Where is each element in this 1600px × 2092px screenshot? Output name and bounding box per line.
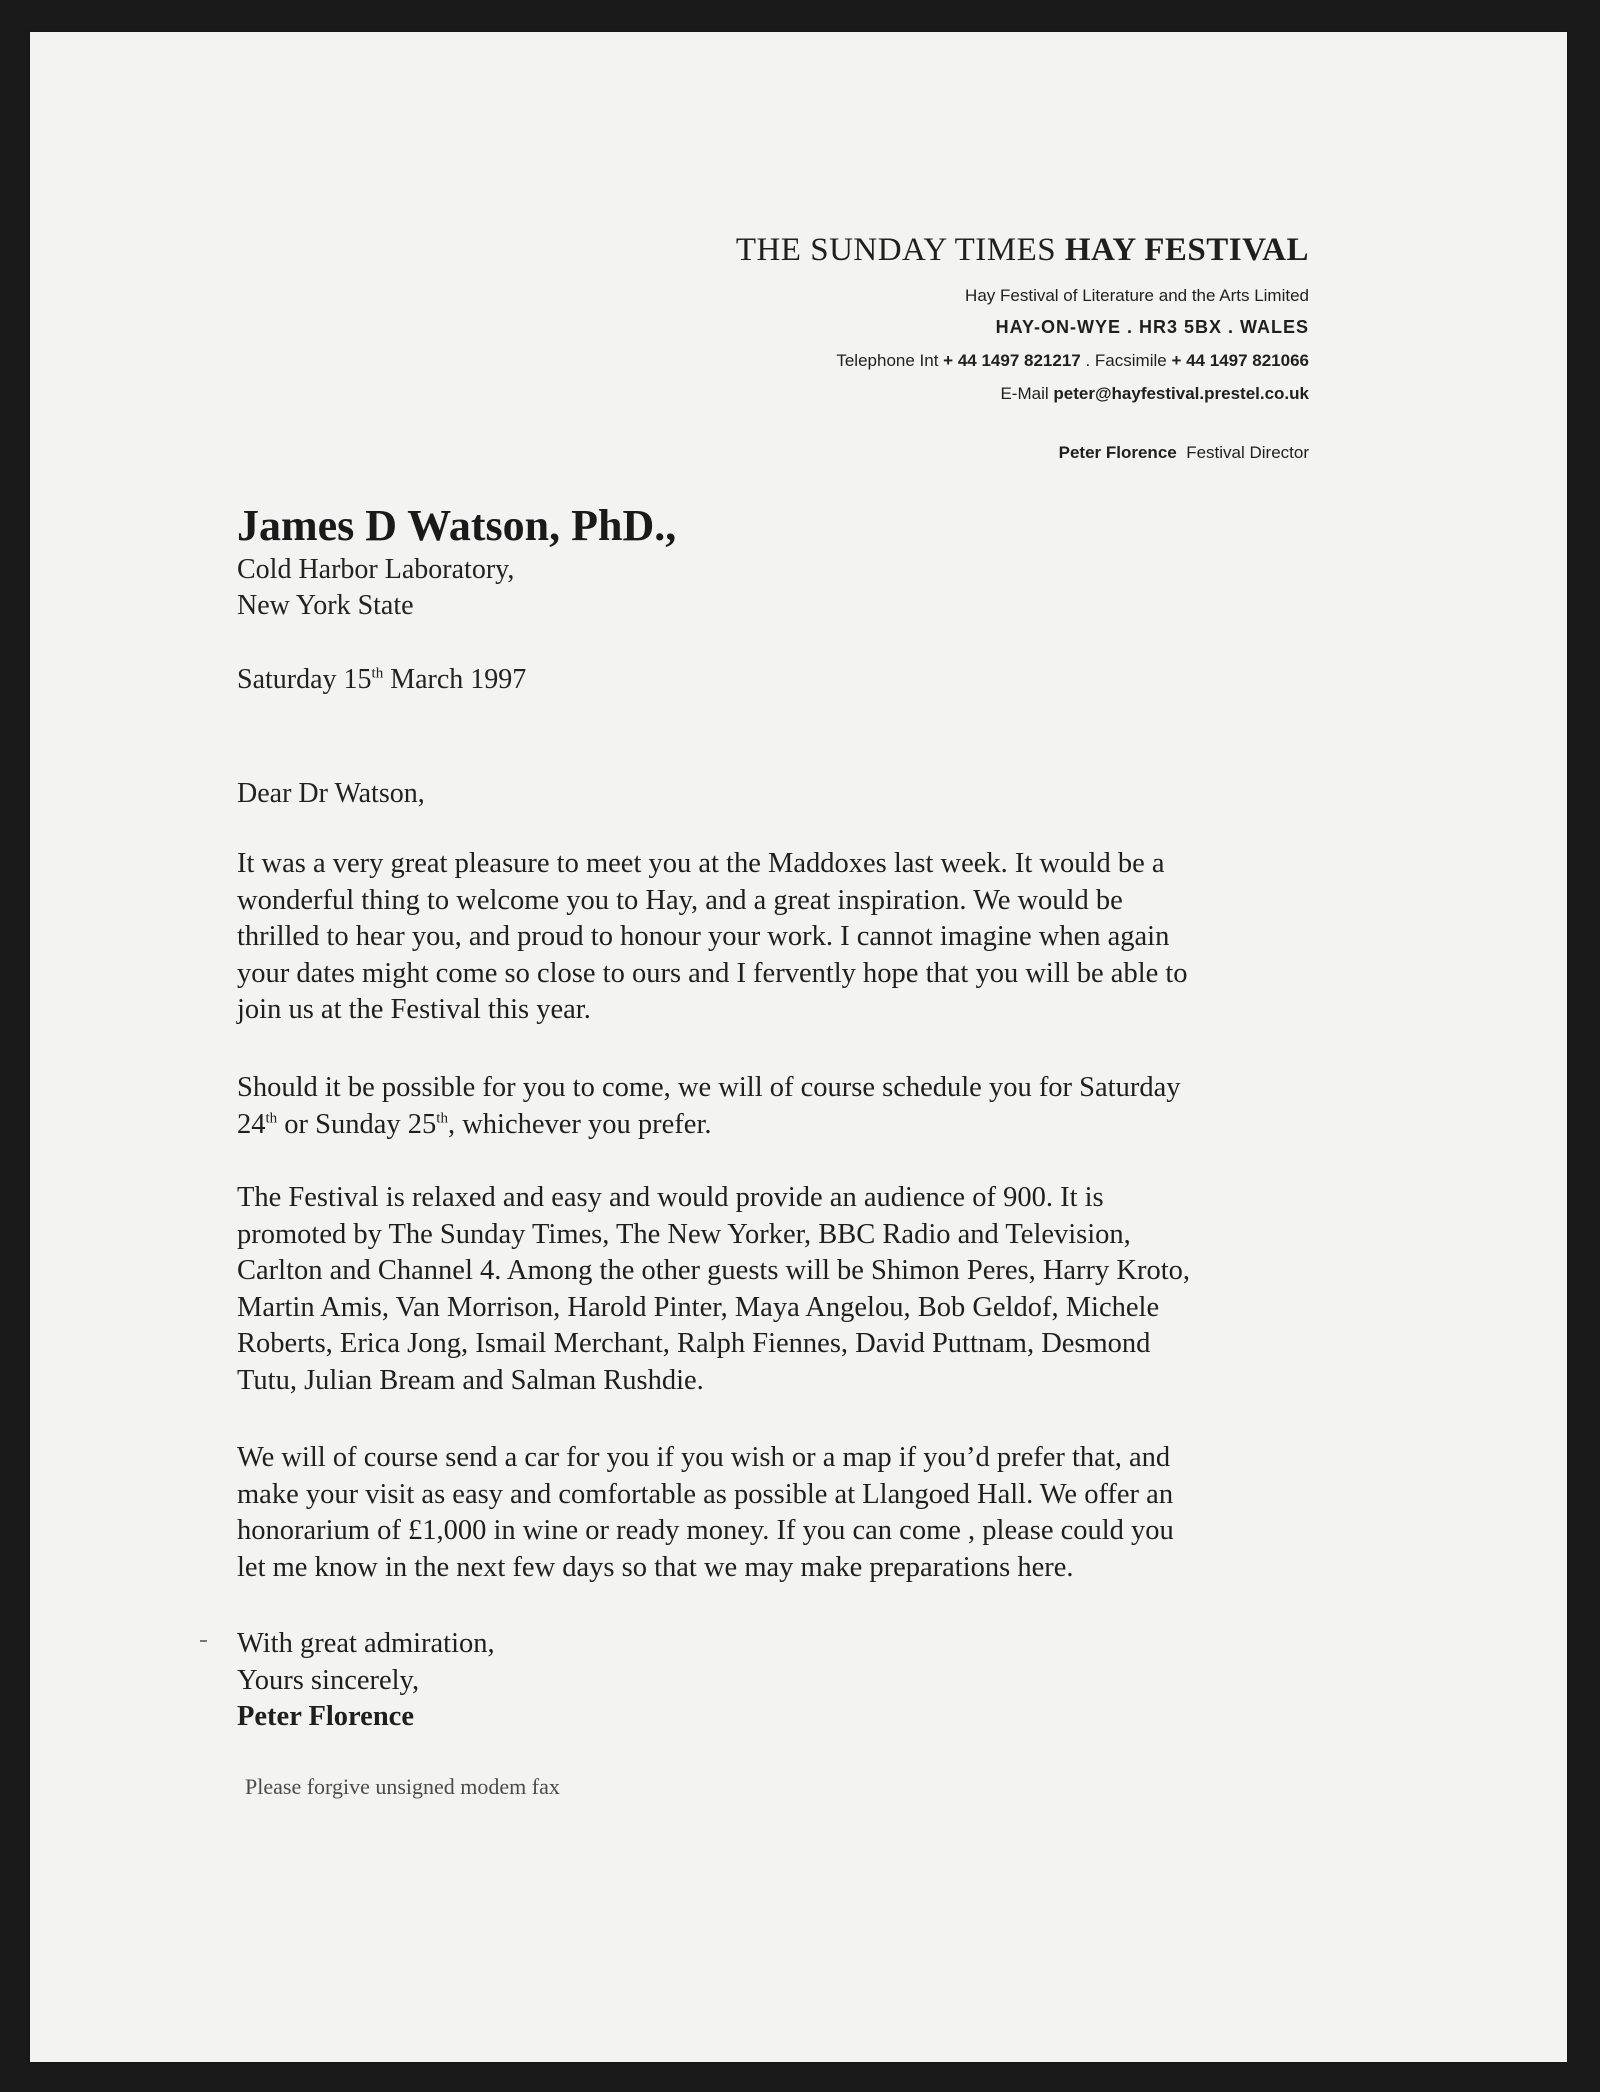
letter-date (237, 664, 526, 696)
paragraph-4-line: let me know in the next few days so that we may make preparations here. (237, 1551, 1074, 1583)
paragraph-3-line: Martin Amis, Van Morrison, Harold Pinter, Maya Angelou, Bob Geldof, Michele (237, 1291, 1160, 1323)
letterhead-company: Hay Festival of Literature and the Arts Limited (965, 286, 1309, 305)
signature-name: Peter Florence (237, 1701, 414, 1732)
phone-label: Telephone Int (836, 351, 939, 370)
paragraph-4-line: make your visit as easy and comfortable as possible at Llangoed Hall. We offer an (237, 1478, 1174, 1510)
paragraph-3-line: Roberts, Erica Jong, Ismail Merchant, Ralph Fiennes, David Puttnam, Desmond (237, 1328, 1151, 1359)
date-rest: March 1997 (383, 664, 527, 695)
paragraph-3-line: The Festival is relaxed and easy and would provide an audience of 900. It is (237, 1182, 1104, 1213)
end-text: , whichever you prefer. (447, 1108, 712, 1140)
letterhead-email-line (736, 385, 1309, 402)
letterhead-director (736, 444, 1309, 461)
date-weekday: Saturday 15 (237, 664, 372, 695)
paragraph-1-line: thrilled to hear you, and proud to honour your work. I cannot imagine when again (237, 921, 1170, 952)
letterhead-phone-line (736, 352, 1309, 369)
day1-ordinal: th (265, 1110, 278, 1126)
day1: 24 (237, 1108, 266, 1140)
paragraph-3-line: Tutu, Julian Bream and Salman Rushdie. (237, 1364, 704, 1396)
closing-line: With great admiration, (237, 1628, 495, 1659)
date-ordinal: th (371, 665, 384, 682)
paragraph-3-line: Carlton and Channel 4. Among the other guests will be Shimon Peres, Harry Kroto, (237, 1255, 1191, 1286)
email-address: peter@hayfestival.prestel.co.uk (1053, 384, 1309, 403)
paragraph-4 (237, 1440, 1357, 1586)
paragraph-2-line (237, 1107, 1357, 1144)
fax-note: Please forgive unsigned modem fax (245, 1774, 560, 1799)
paragraph-2 (237, 1070, 1357, 1143)
letterhead-title (736, 232, 1309, 269)
recipient-name: James D Watson, PhD., (237, 501, 677, 550)
stray-mark (200, 1640, 207, 1642)
email-label: E-Mail (1000, 384, 1049, 403)
day2-ordinal: th (436, 1110, 448, 1126)
closing (237, 1626, 1357, 1736)
fax-label: . Facsimile (1085, 351, 1167, 370)
fax-number: + 44 1497 821066 (1171, 351, 1309, 370)
paragraph-1 (237, 846, 1357, 1029)
paragraph-4-line: We will of course send a car for you if you wish or a map if you’d prefer that, and (237, 1442, 1171, 1473)
mid-text: or Sunday 25 (277, 1108, 437, 1140)
paragraph-3 (237, 1180, 1357, 1399)
paragraph-1-line: It was a very great pleasure to meet you at the Maddoxes last week. It would be a (237, 848, 1165, 879)
director-title: Festival Director (1186, 443, 1309, 462)
paragraph-1-line: wonderful thing to welcome you to Hay, and a great inspiration. We would be (237, 884, 1123, 916)
director-name: Peter Florence (1058, 443, 1177, 462)
letter-page (30, 32, 1567, 2062)
paragraph-1-line: join us at the Festival this year. (237, 994, 591, 1025)
salutation: Dear Dr Watson, (237, 778, 425, 809)
letterhead-title-bold: HAY FESTIVAL (1064, 232, 1309, 268)
closing-line: Yours sincerely, (237, 1664, 420, 1696)
letterhead-title-plain: THE SUNDAY TIMES (735, 232, 1057, 268)
paragraph-2-line: Should it be possible for you to come, we will of course schedule you for Saturday (237, 1072, 1181, 1103)
paragraph-4-line: honorarium of £1,000 in wine or ready money. If you can come , please could you (237, 1515, 1174, 1546)
paragraph-3-line: promoted by The Sunday Times, The New Yorker, BBC Radio and Television, (237, 1218, 1131, 1250)
letterhead (736, 232, 1309, 461)
recipient-address-line2: New York State (237, 590, 414, 621)
paragraph-1-line: your dates might come so close to ours and I fervently hope that you will be able to (237, 957, 1188, 989)
letterhead-address: HAY-ON-WYE . HR3 5BX . WALES (995, 317, 1309, 337)
phone-number: + 44 1497 821217 (943, 351, 1081, 370)
recipient-address-line1: Cold Harbor Laboratory, (237, 554, 515, 585)
